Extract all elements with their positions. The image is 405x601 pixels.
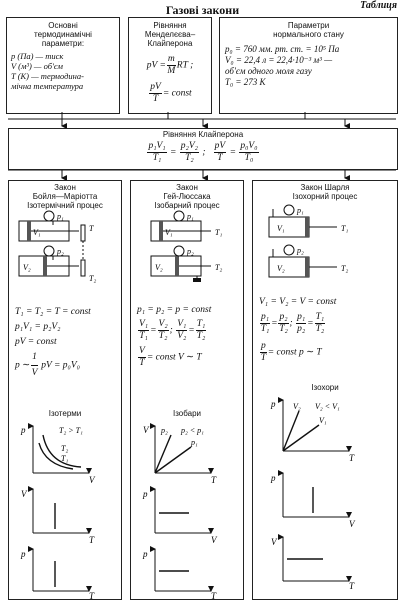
gaylussac-f1: p₁ = p₂ = p = const <box>137 305 212 315</box>
charles-formulas <box>259 297 336 364</box>
table-label: Таблиця <box>360 0 397 11</box>
g3-xlabel: T <box>89 591 95 601</box>
g3-ylabel: V <box>271 537 277 547</box>
g1-ylabel: p <box>21 425 26 435</box>
column-charles <box>252 180 398 600</box>
g1-xlabel: V <box>89 475 95 485</box>
g2-ylabel: p <box>271 473 276 483</box>
label-V1: V₁ <box>33 228 41 237</box>
mendeleev-eq2: $\frac{pV}{T}$ = const <box>150 82 192 104</box>
gaylussac-f3: $\frac{V}{T}$ = const V ∼ T <box>139 346 202 368</box>
label-V2: V₂ <box>23 263 31 272</box>
boyle-formulas <box>15 305 91 381</box>
charles-graphs <box>253 395 397 595</box>
g3-ylabel: p <box>21 549 26 559</box>
g1-curve2: V₁ <box>319 416 327 425</box>
label-T2: T₂ <box>89 274 97 283</box>
label-V2: V₂ <box>277 264 285 273</box>
gaylussac-formulas <box>137 305 211 369</box>
label-p2: p₂ <box>187 247 194 256</box>
gaylussac-graph-title: Ізобари <box>172 409 201 418</box>
label-p2: p₂ <box>57 247 64 256</box>
boyle-cylinders-diagram <box>9 211 121 291</box>
label-T1: T₁ <box>215 228 223 237</box>
normal-list: p₀ = 760 мм. рт. ст. = 10⁵ Па V₀ = 22,4 л = 22,4·10⁻³ м³ — об'єм одного моля газу T₀ = 273 К <box>225 44 340 87</box>
label-p1: p₁ <box>57 212 64 221</box>
g3-xlabel: T <box>211 591 217 601</box>
g2-ylabel: V <box>21 489 27 499</box>
column-gay-lussac <box>130 180 244 600</box>
gaylussac-f2: $\frac{\text{V₁}}{\text{T₁}}$ = $\frac{\text{V₂}}{\text{T₂}}$ ; $\frac{\text{V₁}}{\text{V₂}}$ = $\frac{\text{T₁}}{\text{T₂}}$ <box>139 319 206 341</box>
g1-ylabel: V <box>143 425 149 435</box>
boyle-heading: Закон Бойля—Маріотта Ізотермічний процес <box>27 183 103 210</box>
charles-heading: Закон Шарля Ізохорний процес <box>292 183 358 201</box>
normal-heading: Параметри нормального стану <box>273 21 344 39</box>
g1-xlabel: T <box>349 453 355 463</box>
label-T2: T₂ <box>215 263 223 272</box>
boyle-graph-title: Ізотерми <box>48 409 82 418</box>
boyle-f2: p₁V₁ = p₂V₂ <box>15 322 61 332</box>
g1-curve1: T₂ <box>61 444 69 453</box>
charles-f3: $\frac{p}{T}$ = const p ∼ T <box>260 341 322 363</box>
g2-ylabel: p <box>143 489 148 499</box>
label-p2: p₂ <box>297 246 304 255</box>
g1-note: V₂ < V₁ <box>315 402 340 411</box>
g1-xlabel: T <box>211 475 217 485</box>
box-clapeyron <box>8 128 398 170</box>
g1-ylabel: p <box>271 399 276 409</box>
label-T1: T₁ <box>341 224 349 233</box>
charles-cylinders-diagram <box>253 203 397 293</box>
boyle-f3: pV = const <box>15 337 57 347</box>
label-T2: T₂ <box>341 264 349 273</box>
charles-graph-title: Ізохори <box>311 383 339 392</box>
page-title: Газові закони <box>165 3 240 17</box>
params-heading: Основні термодинамічні параметри: <box>34 21 92 48</box>
g3-xlabel: T <box>349 581 355 591</box>
mendeleev-eq1: pV = $\frac{m}{M}$ RT ; <box>146 54 194 76</box>
g1-note: p₂ < p₁ <box>181 426 204 435</box>
g1-curve2: T₁ <box>61 454 69 463</box>
gaylussac-heading: Закон Гей-Люссака Ізобарний процес <box>154 183 220 210</box>
charles-f1: V₁ = V₂ = V = const <box>259 297 337 307</box>
g1-curve1: p₂ <box>161 426 168 435</box>
clapeyron-equation: $\frac{\text{p₁V₁}}{\text{T₁}}$ = $\frac{\text{p₂V₂}}{\text{T₂}}$ ; $\frac{pV}{T}$ = $\frac{\text{p₀V₀}}{\text{T₀}}$ <box>148 141 258 163</box>
label-p1: p₁ <box>187 212 194 221</box>
gaylussac-cylinders-diagram <box>131 211 243 291</box>
boyle-graphs <box>9 421 121 601</box>
boyle-f1: T₁ = T₂ = T = const <box>15 307 91 317</box>
mendeleev-heading: Рівняння Менделєєва– Клайперона <box>144 21 196 48</box>
clapeyron-heading: Рівняння Клайперона <box>162 130 244 139</box>
label-V1: V₁ <box>277 224 285 233</box>
g3-ylabel: p <box>143 549 148 559</box>
g1-note: T₂ > T₁ <box>59 426 83 435</box>
g2-xlabel: T <box>89 535 95 545</box>
params-list: p (Па) — тиск V (м³) — об'єм T (К) — термодина- мічна температура <box>11 51 84 91</box>
label-p1: p₁ <box>297 206 304 215</box>
g2-xlabel: V <box>211 535 217 545</box>
label-V2: V₂ <box>155 263 163 272</box>
column-boyle-mariotte <box>8 180 122 600</box>
gaylussac-graphs <box>131 421 243 601</box>
g2-xlabel: V <box>349 519 355 529</box>
g1-curve1: V₂ <box>293 402 301 411</box>
label-T: T <box>89 224 94 233</box>
charles-f2: $\frac{\text{p₁}}{\text{T₁}}$ = $\frac{\text{p₂}}{\text{T₂}}$ ; $\frac{\text{p₁}}{\text{p₂}}$ = $\frac{\text{T₁}}{\text{T₂}}$ <box>260 312 325 334</box>
label-V1: V₁ <box>165 228 173 237</box>
g1-curve2: p₁ <box>191 438 198 447</box>
boyle-f4: p ∼ $\frac{1}{V}$ pV = p₀V₀ <box>15 352 80 378</box>
